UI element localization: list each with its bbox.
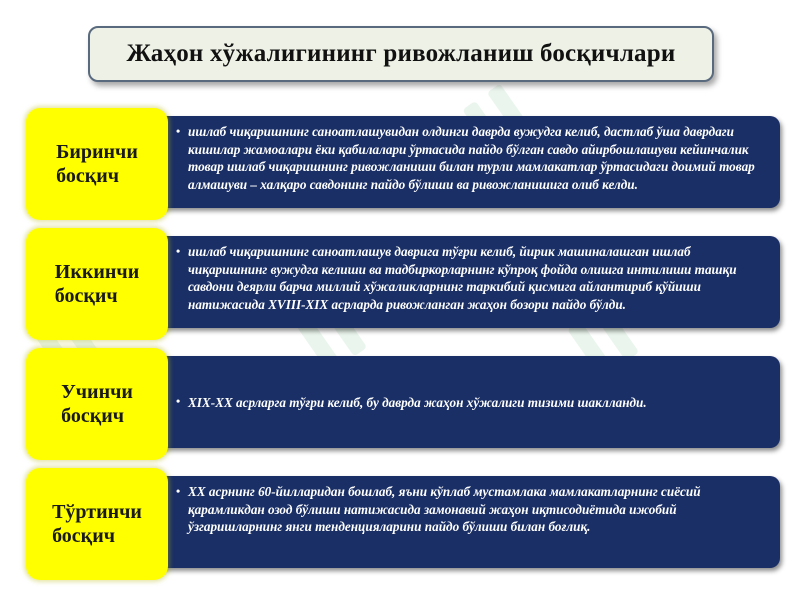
stage-label: Биринчи босқич (56, 141, 138, 187)
page-title: Жаҳон хўжалигининг ривожланиш босқичлари (126, 40, 676, 67)
title-box (88, 26, 714, 82)
bullet-icon: • (176, 124, 181, 138)
stage-description-panel (150, 116, 780, 208)
stage-label-box (26, 108, 168, 220)
stage-description-panel (150, 236, 780, 328)
stage-label: Иккинчи босқич (54, 261, 140, 307)
stage-row-3 (0, 348, 800, 460)
stage-label: Тўртинчи босқич (52, 501, 142, 547)
stage-description: ишлаб чиқаришнинг саноатлашув даврига тўғри келиб, йирик машиналашган ишлаб чиқаришнинг вужудга келиши ва тадбиркорларнинг кўпроқ фойда олишга интилиши ташқи савдони деярли барча миллий хўжаликларнинг таркибий қисмига айлантириб қўйиши натижасида XVIII-XIX асрларда ривожланган жаҳон бозори пайдо бўлди. (188, 244, 737, 312)
stage-label: Учинчи босқич (61, 381, 133, 427)
stage-description-panel (150, 476, 780, 568)
stage-label-box (26, 228, 168, 340)
stage-label-box (26, 348, 168, 460)
stage-description: XIX-XX асрларга тўғри келиб, бу даврда жаҳон хўжалиги тизими шаклланди. (188, 394, 647, 410)
stage-description: XX асрнинг 60-йилларидан бошлаб, яъни кўплаб мустамлака мамлакатларнинг сиёсий қарамликдан озод бўлиши натижасида замонавий жаҳон иқтисодиётида ижобий ўзгаришларнинг янги тенденцияларини пайдо бўлиши билан боғлиқ. (188, 484, 701, 535)
bullet-icon: • (176, 244, 181, 258)
bullet-icon: • (176, 484, 181, 498)
bullet-icon: • (176, 393, 181, 408)
stage-description: ишлаб чиқаришнинг саноатлашувидан олдинги даврда вужудга келиб, дастлаб ўша даврдаги кишилар жамоалари ёки қабилалари ўртасида пайдо бўлган савдо айирбошлашуви кейинчалик товар ишлаб чиқаришнинг ривожланиши билан турли мамлакатлар ўртасидаги доимий товар алмашуви – халқаро савдонинг пайдо бўлиши ва ривожланишига олиб келди. (188, 124, 755, 192)
stage-row-4 (0, 468, 800, 580)
stage-row-1 (0, 108, 800, 220)
stage-description-panel (150, 356, 780, 448)
stage-row-2 (0, 228, 800, 340)
stage-label-box (26, 468, 168, 580)
